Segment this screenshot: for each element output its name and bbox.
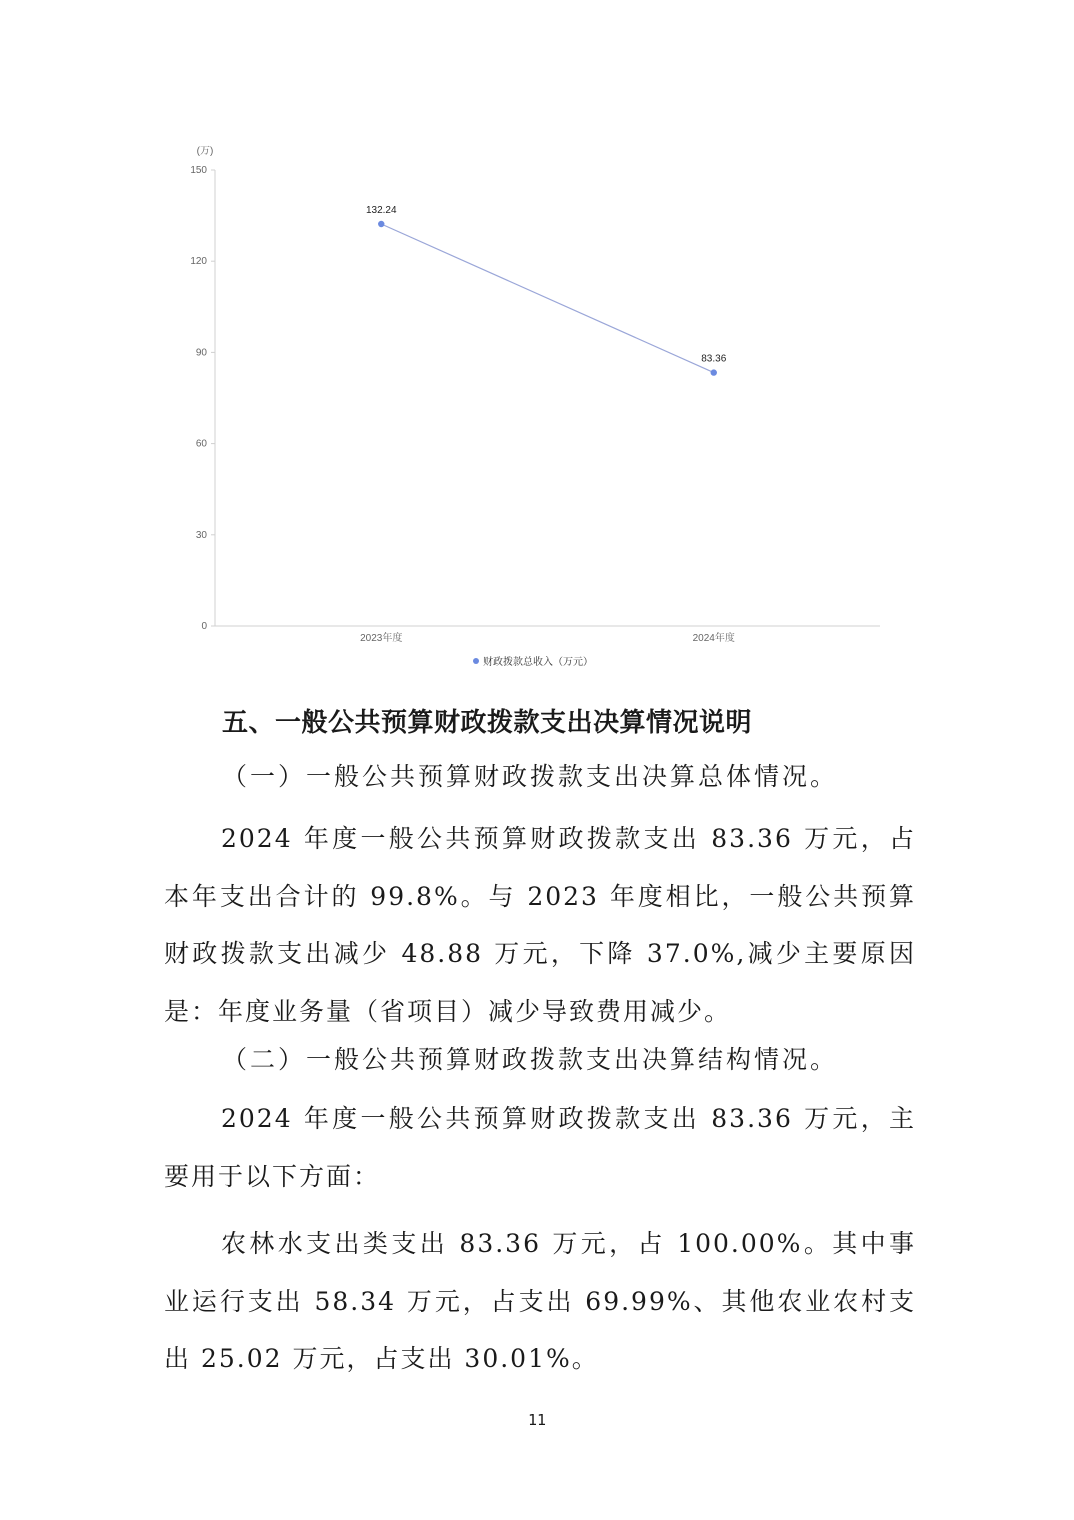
section-heading: 五、一般公共预算财政拨款支出决算情况说明 bbox=[222, 708, 753, 738]
y-axis bbox=[190, 145, 215, 632]
legend-marker-icon bbox=[473, 658, 479, 664]
page-number: 11 bbox=[527, 1411, 547, 1429]
data-point bbox=[378, 221, 384, 227]
legend bbox=[473, 655, 593, 668]
series-line bbox=[366, 205, 727, 376]
y-tick-label: 60 bbox=[195, 438, 207, 450]
y-axis-unit-label: (万) bbox=[196, 146, 214, 157]
paragraph-breakdown: 农林水支出类支出 83.36 万元，占 100.00%。其中事业运行支出 58.34 万元，占支出 69.99%、其他农业农村支出 25.02 万元，占支出 30.01%。 bbox=[164, 1229, 916, 1373]
y-tick-label: 90 bbox=[195, 347, 207, 359]
paragraph-structure: 2024 年度一般公共预算财政拨款支出 83.36 万元，主要用于以下方面： bbox=[164, 1104, 916, 1191]
y-tick-label: 150 bbox=[190, 165, 207, 176]
x-axis bbox=[215, 626, 880, 644]
y-tick-label: 0 bbox=[201, 621, 207, 632]
legend-label: 财政拨款总收入（万元） bbox=[483, 657, 593, 668]
series-line-path bbox=[381, 224, 714, 373]
y-tick-label: 30 bbox=[195, 529, 207, 541]
y-tick-label: 120 bbox=[190, 256, 207, 268]
paragraph-overview: 2024 年度一般公共预算财政拨款支出 83.36 万元，占本年支出合计的 99.8%。与 2023 年度相比，一般公共预算财政拨款支出减少 48.88 万元，下降 37.0%,减少主要原因是：年度业务量（省项目）减少导致费用减少。 bbox=[164, 824, 916, 1026]
x-tick-label: 2024年度 bbox=[692, 633, 735, 644]
data-label: 132.24 bbox=[365, 204, 397, 216]
x-tick-label: 2023年度 bbox=[360, 633, 403, 644]
data-label: 83.36 bbox=[701, 353, 727, 365]
data-point bbox=[711, 369, 717, 375]
subsection-heading-1: （一）一般公共预算财政拨款支出决算总体情况。 bbox=[222, 762, 839, 791]
line-chart bbox=[0, 0, 1074, 680]
subsection-heading-2: （二）一般公共预算财政拨款支出决算结构情况。 bbox=[222, 1045, 839, 1074]
